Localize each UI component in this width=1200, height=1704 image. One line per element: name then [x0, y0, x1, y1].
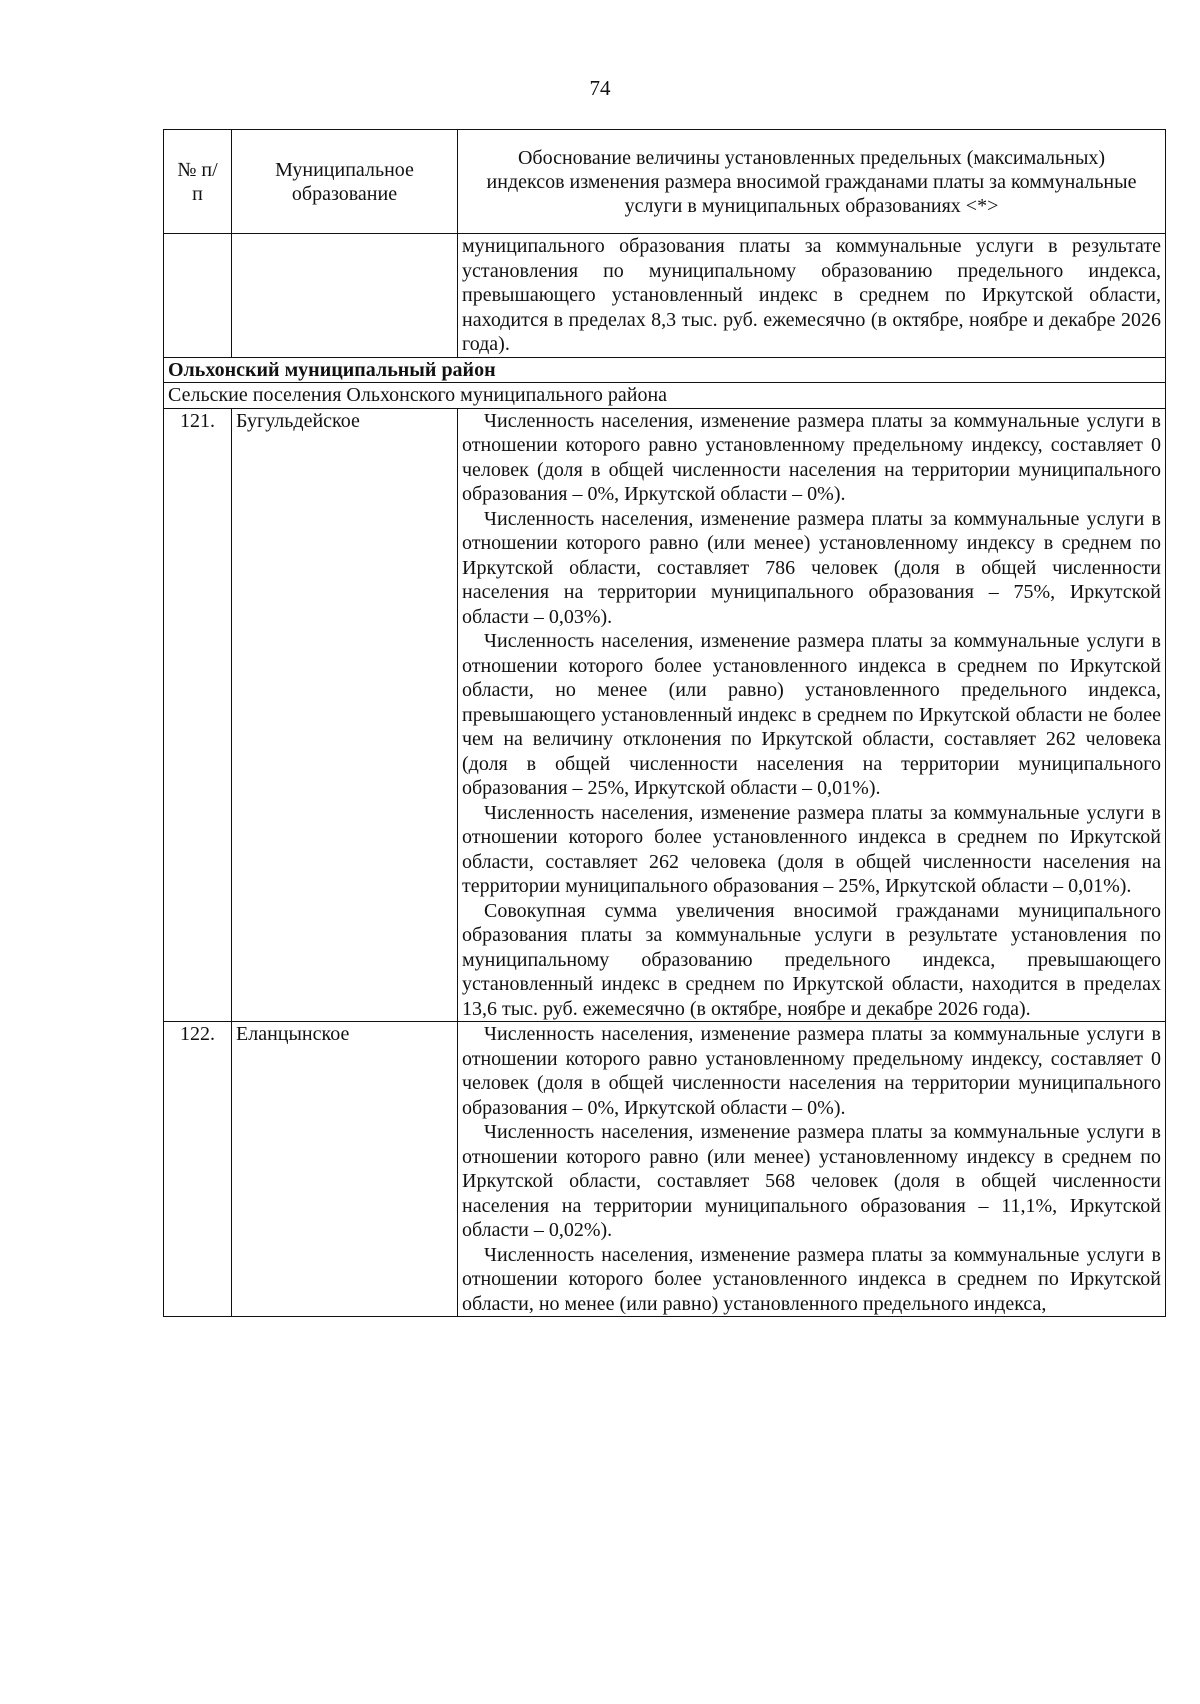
header-justification: Обоснование величины установленных предельных (максимальных) индексов изменения размера вносимой гражданами платы за коммунальные услуги в муниципальных образованиях <*>	[458, 130, 1166, 234]
row-number: 121.	[164, 408, 232, 1022]
continuation-row	[164, 234, 1166, 358]
justification-cell	[458, 1022, 1166, 1317]
justification-cell	[458, 408, 1166, 1022]
municipality-name: Еланцынское	[232, 1022, 458, 1317]
row-number: 122.	[164, 1022, 232, 1317]
subsection-title: Сельские поселения Ольхонского муниципального района	[164, 383, 1166, 409]
page-number: 74	[589, 76, 611, 100]
table-header-row	[164, 130, 1166, 234]
municipal-index-table	[163, 129, 1166, 1317]
paragraph: Численность населения, изменение размера платы за коммунальные услуги в отношении которого равно установленному предельному индексу, составляет 0 человек (доля в общей численности населения на территории муниципального образования – 0%, Иркутской области – 0%).	[462, 409, 1161, 505]
paragraph: Численность населения, изменение размера платы за коммунальные услуги в отношении которого более установленного индекса в среднем по Иркутской области, составляет 262 человека (доля в общей численности населения на территории муниципального образования – 25%, Иркутской области – 0,01%).	[462, 801, 1161, 897]
section-row	[164, 357, 1166, 383]
header-municipality: Муниципальное образование	[232, 130, 458, 234]
subsection-row	[164, 383, 1166, 409]
paragraph: Численность населения, изменение размера платы за коммунальные услуги в отношении которого равно установленному предельному индексу, составляет 0 человек (доля в общей численности населения на территории муниципального образования – 0%, Иркутской области – 0%).	[462, 1023, 1161, 1119]
table-row	[164, 1022, 1166, 1317]
header-num: № п/п	[164, 130, 232, 234]
continuation-text: муниципального образования платы за коммунальные услуги в результате установления по муниципальному образованию предельного индекса, превышающего установленный индекс в среднем по Иркутской области, находится в пределах 8,3 тыс. руб. ежемесячно (в октябре, ноябре и декабре 2026 года).	[462, 235, 1161, 355]
paragraph: Численность населения, изменение размера платы за коммунальные услуги в отношении которого более установленного индекса в среднем по Иркутской области, но менее (или равно) установленного предельного индекса, превышающего установленный индекс в среднем по Иркутской области не более чем на величину отклонения по Иркутской области, составляет 262 человека (доля в общей численности населения на территории муниципального образования – 25%, Иркутской области – 0,01%).	[462, 630, 1161, 799]
table-row	[164, 408, 1166, 1022]
municipality-name: Бугульдейское	[232, 408, 458, 1022]
paragraph: Численность населения, изменение размера платы за коммунальные услуги в отношении которого равно (или менее) установленному индексу в среднем по Иркутской области, составляет 568 человек (доля в общей численности населения на территории муниципального образования – 11,1%, Иркутской области – 0,02%).	[462, 1121, 1161, 1241]
paragraph: Совокупная сумма увеличения вносимой гражданами муниципального образования платы за коммунальные услуги в результате установления по муниципальному образованию предельного индекса, превышающего установленный индекс в среднем по Иркутской области, находится в пределах 13,6 тыс. руб. ежемесячно (в октябре, ноябре и декабре 2026 года).	[462, 899, 1161, 1020]
paragraph: Численность населения, изменение размера платы за коммунальные услуги в отношении которого более установленного индекса в среднем по Иркутской области, но менее (или равно) установленного предельного индекса,	[462, 1243, 1161, 1315]
paragraph: Численность населения, изменение размера платы за коммунальные услуги в отношении которого равно (или менее) установленному индексу в среднем по Иркутской области, составляет 786 человек (доля в общей численности населения на территории муниципального образования – 75%, Иркутской области – 0,03%).	[462, 507, 1161, 628]
section-title: Ольхонский муниципальный район	[164, 357, 1166, 383]
